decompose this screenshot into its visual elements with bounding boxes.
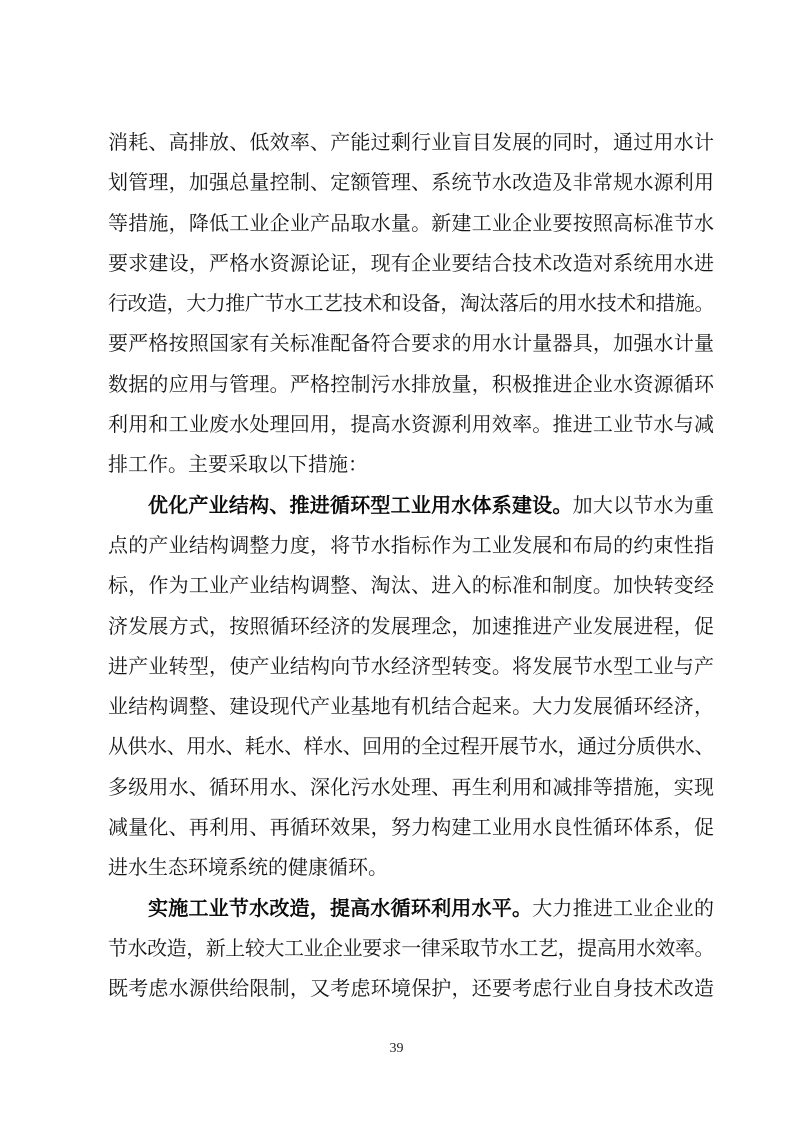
text-line: 进水生态环境系统的健康循环。 xyxy=(108,857,388,880)
text-line: 业结构调整、建设现代产业基地有机结合起来。大力发展循环经济， xyxy=(108,696,714,719)
page-number-label: 39 xyxy=(389,1041,404,1056)
text-line: 节水改造，新上较大工业企业要求一律采取节水工艺，提高用水效率。 xyxy=(108,937,714,960)
paragraph-2 xyxy=(108,486,714,889)
text-line: 标，作为工业产业结构调整、淘汰、进入的标准和制度。加快转变经 xyxy=(108,575,714,598)
paragraph-lead-rest: 大力推进工业企业的 xyxy=(532,897,714,920)
paragraph-lead-rest: 加大以节水为重 xyxy=(572,494,714,517)
text-line: 要严格按照国家有关标准配备符合要求的用水计量器具，加强水计量 xyxy=(108,333,714,356)
text-line: 等措施，降低工业企业产品取水量。新建工业企业要按照高标准节水 xyxy=(108,212,714,235)
text-line: 排工作。主要采取以下措施： xyxy=(108,454,368,477)
page-content xyxy=(108,123,714,1010)
text-line: 利用和工业废水处理回用，提高水资源利用效率。推进工业节水与减 xyxy=(108,414,714,437)
text-line: 消耗、高排放、低效率、产能过剩行业盲目发展的同时，通过用水计 xyxy=(108,132,714,154)
text-line: 划管理，加强总量控制、定额管理、系统节水改造及非常规水源利用 xyxy=(108,172,714,195)
text-line: 进产业转型，使产业结构向节水经济型转变。将发展节水型工业与产 xyxy=(108,655,714,678)
text-line: 行改造，大力推广节水工艺技术和设备，淘汰落后的用水技术和措施。 xyxy=(108,293,714,316)
text-line: 济发展方式，按照循环经济的发展理念，加速推进产业发展进程，促 xyxy=(108,615,714,638)
paragraph-lead-bold: 实施工业节水改造，提高水循环利用水平。 xyxy=(148,897,533,920)
paragraph-3 xyxy=(108,889,714,1010)
paragraph-lead-bold: 优化产业结构、推进循环型工业用水体系建设。 xyxy=(148,494,573,517)
text-line: 从供水、用水、耗水、样水、回用的全过程开展节水，通过分质供水、 xyxy=(108,736,714,759)
text-line: 要求建设，严格水资源论证，现有企业要结合技术改造对系统用水进 xyxy=(108,252,714,275)
text-line: 多级用水、循环用水、深化污水处理、再生利用和减排等措施，实现 xyxy=(108,776,714,799)
text-line xyxy=(108,889,714,929)
text-line xyxy=(108,486,714,526)
text-line: 减量化、再利用、再循环效果，努力构建工业用水良性循环体系，促 xyxy=(108,817,714,840)
paragraph-1 xyxy=(108,123,714,486)
text-line: 数据的应用与管理。严格控制污水排放量，积极推进企业水资源循环 xyxy=(108,373,714,396)
text-line: 既考虑水源供给限制，又考虑环境保护，还要考虑行业自身技术改造 xyxy=(108,978,714,1001)
text-line: 点的产业结构调整力度，将节水指标作为工业发展和布局的约束性指 xyxy=(108,534,714,557)
